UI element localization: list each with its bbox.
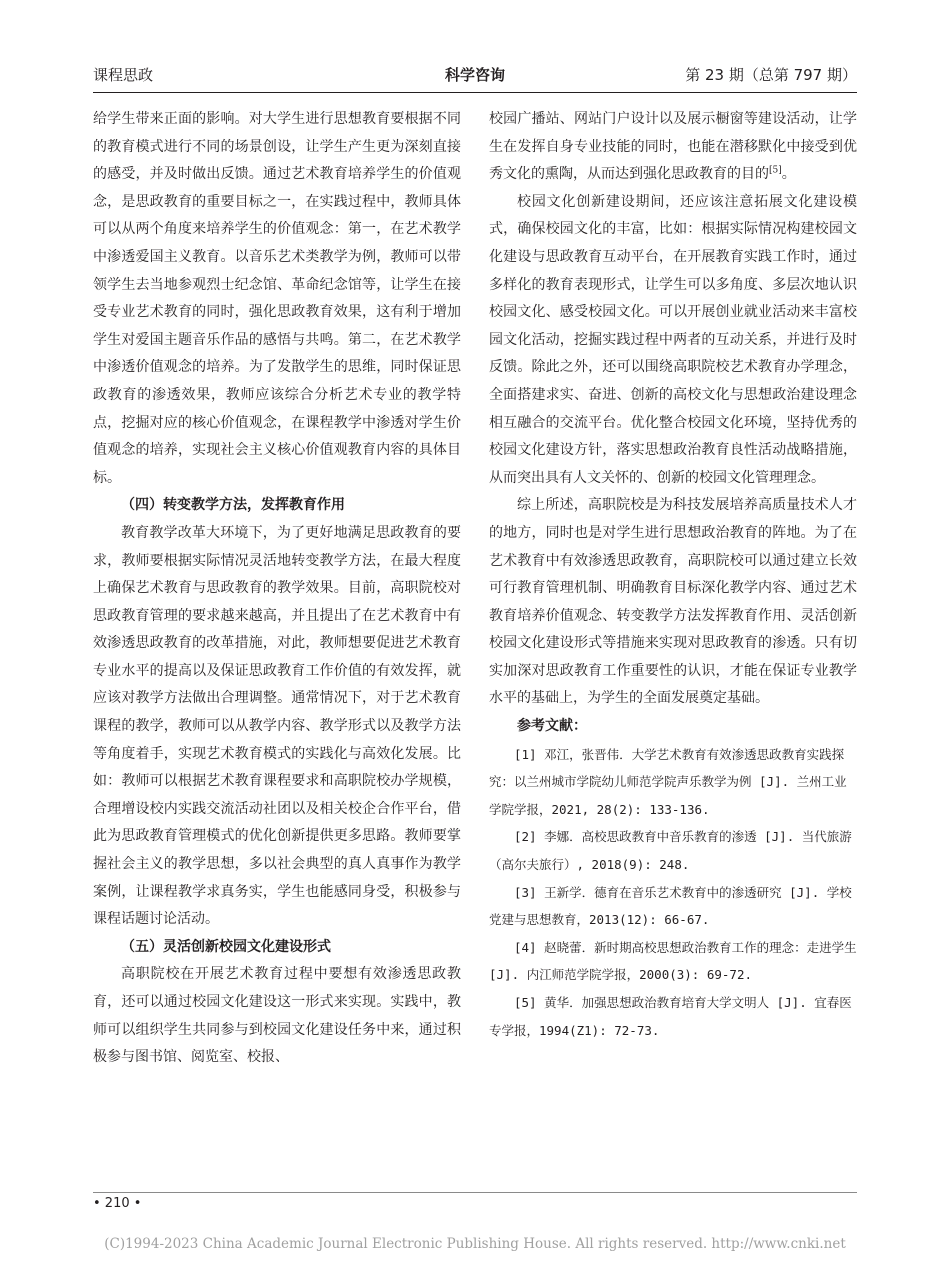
journal-title: 科学咨询 <box>444 66 505 84</box>
reference-item: [2] 李娜．高校思政教育中音乐教育的渗透 [J]. 当代旅游（高尔夫旅行）, 2018(9): 248. <box>489 829 852 873</box>
left-column <box>93 106 461 1072</box>
footer-rule <box>93 1192 857 1193</box>
body-paragraph <box>489 106 857 189</box>
citation-mark: [5] <box>769 165 782 176</box>
reference-item: [5] 黄华．加强思想政治教育培育大学文明人 [J]. 宜春医专学报，1994(Z1): 72-73. <box>489 995 852 1038</box>
reference-list <box>489 741 857 1045</box>
issue-number: 第 23 期（总第 797 期） <box>685 66 857 84</box>
section-heading: （四）转变教学方法，发挥教育作用 <box>121 497 345 514</box>
paragraph-end: 。 <box>781 166 796 183</box>
section-label: 课程思政 <box>93 66 154 84</box>
body-paragraph: 给学生带来正面的影响。对大学生进行思想教育要根据不同的教育模式进行不同的场景创设，让学生产生更为深刻直接的感受，并及时做出反馈。通过艺术教育培养学生的价值观念，是思政教育的重要目标之一，在实践过程中，教师具体可以从两个角度来培养学生的价值观念：第一，在艺术教学中渗透爱国主义教育。以音乐艺术类教学为例，教师可以带领学生去当地参观烈士纪念馆、革命纪念馆等，让学生在接受专业艺术教育的同时，强化思政教育效果，这有利于增加学生对爱国主题音乐作品的感悟与共鸣。第二，在艺术教学中渗透价值观念的培养。为了发散学生的思维，同时保证思政教育的渗透效果，教师应该综合分析艺术专业的教学特点，挖掘对应的核心价值观念，在课程教学中渗透对学生价值观念的培养，实现社会主义核心价值观教育内容的具体目标。 <box>93 111 461 486</box>
copyright-notice: (C)1994-2023 China Academic Journal Electronic Publishing House. All rights reserved. http://www.cnki.net <box>104 1236 846 1252</box>
reference-item: [4] 赵晓蕾．新时期高校思想政治教育工作的理念：走进学生 [J]. 内江师范学院学报，2000(3): 69-72. <box>489 939 857 983</box>
body-paragraph: 教育教学改革大环境下，为了更好地满足思政教育的要求，教师要根据实际情况灵活地转变教学方法，在最大程度上确保艺术教育与思政教育的教学效果。目前，高职院校对思政教育管理的要求越来越高，并且提出了在艺术教育中有效渗透思政教育的改革措施，对此，教师想要促进艺术教育专业水平的提高以及保证思政教育工作价值的有效发挥，就应该对教学方法做出合理调整。通常情况下，对于艺术教育课程的教学，教师可以从教学内容、教学形式以及教学方法等角度着手，实现艺术教育模式的实践化与高效化发展。比如：教师可以根据艺术教育课程要求和高职院校办学规模，合理增设校内实践交流活动社团以及相关校企合作平台，借此为思政教育管理模式的优化创新提供更多思路。教师要掌握社会主义的教学思想，多以社会典型的真人真事作为教学案例，让课程教学求真务实，学生也能感同身受，积极参与课程话题讨论活动。 <box>93 524 461 928</box>
section-heading: （五）灵活创新校园文化建设形式 <box>121 938 331 955</box>
header-rule <box>93 92 857 93</box>
body-paragraph: 校园文化创新建设期间，还应该注意拓展文化建设模式，确保校园文化的丰富，比如：根据实际情况构建校园文化建设与思政教育互动平台，在开展教育实践工作时，通过多样化的教育表现形式，让学生可以多角度、多层次地认识校园文化、感受校园文化。可以开展创业就业活动来丰富校园文化活动，挖掘实践过程中两者的互动关系，并进行及时反馈。除此之外，还可以围绕高职院校艺术教育办学理念，全面搭建求实、奋进、创新的高校文化与思想政治建设理念相互融合的交流平台。优化整合校园文化环境，坚持优秀的校园文化建设方针，落实思想政治教育良性活动战略措施，从而突出具有人文关怀的、创新的校园文化管理理念。 <box>489 193 857 486</box>
right-column <box>489 106 857 1044</box>
reference-item: [1] 邓江，张晋伟．大学艺术教育有效渗透思政教育实践探究：以兰州城市学院幼儿师范学院声乐教学为例 [J]. 兰州工业学院学报，2021, 28(2): 133-136. <box>489 746 847 817</box>
references-heading: 参考文献： <box>517 718 587 735</box>
body-paragraph: 高职院校在开展艺术教育过程中要想有效渗透思政教育，还可以通过校园文化建设这一形式来实现。实践中，教师可以组织学生共同参与到校园文化建设任务中来，通过积极参与图书馆、阅览室、校报、 <box>93 966 461 1066</box>
running-header <box>93 64 857 92</box>
page-number: • 210 • <box>93 1196 142 1211</box>
paragraph-text: 校园广播站、网站门户设计以及展示橱窗等建设活动，让学生在发挥自身专业技能的同时，也能在潜移默化中接受到优秀文化的熏陶，从而达到强化思政教育的目的 <box>489 111 857 183</box>
reference-item: [3] 王新学．德育在音乐艺术教育中的渗透研究 [J]. 学校党建与思想教育，2013(12): 66-67. <box>489 884 852 928</box>
body-paragraph: 综上所述，高职院校是为科技发展培养高质量技术人才的地方，同时也是对学生进行思想政治教育的阵地。为了在艺术教育中有效渗透思政教育，高职院校可以通过建立长效可行教育管理机制、明确教育目标深化教学内容、通过艺术教育培养价值观念、转变教学方法发挥教育作用、灵活创新校园文化建设形式等措施来实现对思政教育的渗透。只有切实加深对思政教育工作重要性的认识，才能在保证专业教学水平的基础上，为学生的全面发展奠定基础。 <box>489 497 857 707</box>
